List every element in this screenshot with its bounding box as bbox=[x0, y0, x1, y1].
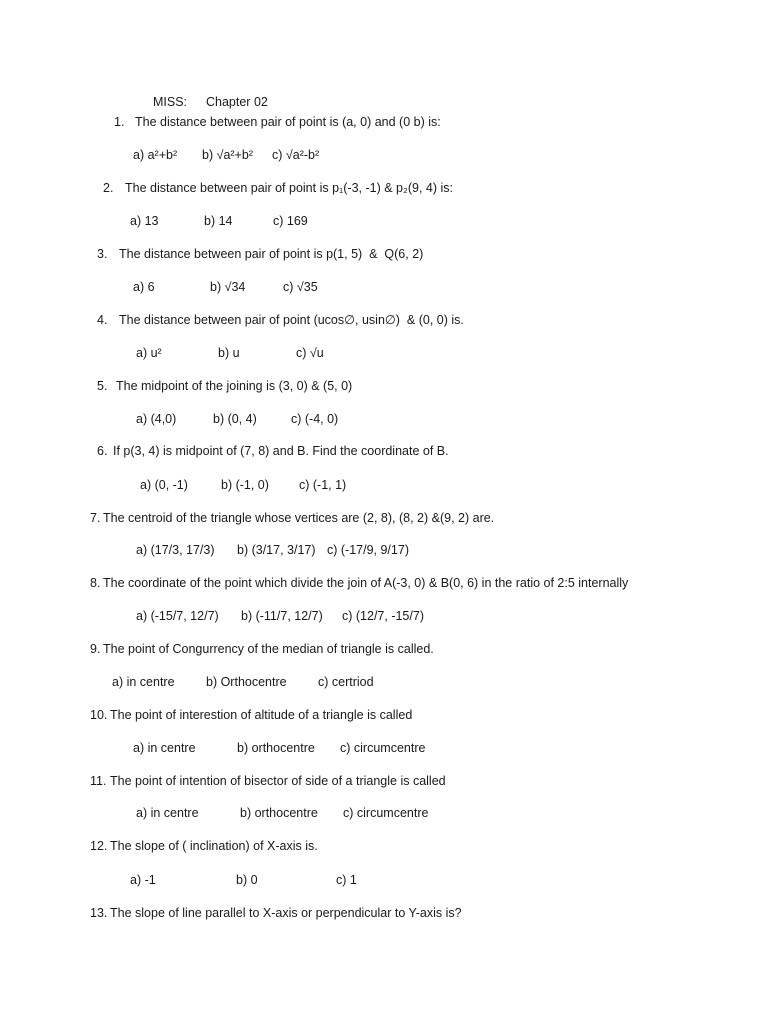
option-c: c) √a²-b² bbox=[272, 148, 320, 162]
option-b: b) (3/17, 3/17) bbox=[237, 543, 316, 557]
option-b: b) 0 bbox=[236, 873, 258, 887]
question-number: 13. bbox=[90, 906, 108, 920]
option-b: b) 14 bbox=[204, 214, 233, 228]
option-b: b) orthocentre bbox=[237, 741, 315, 755]
option-a: a) -1 bbox=[130, 873, 156, 887]
question-number: 12. bbox=[90, 839, 108, 853]
question-text: The distance between pair of point is (a, 0) and (0 b) is: bbox=[135, 115, 441, 129]
option-c: c) (-17/9, 9/17) bbox=[327, 543, 409, 557]
question-number: 10. bbox=[90, 708, 108, 722]
option-c: c) (12/7, -15/7) bbox=[342, 609, 424, 623]
question-text: The slope of line parallel to X-axis or perpendicular to Y-axis is? bbox=[110, 906, 462, 920]
option-c: c) (-4, 0) bbox=[291, 412, 339, 426]
option-c: c) 1 bbox=[336, 873, 357, 887]
option-b: b) (-1, 0) bbox=[221, 478, 269, 492]
question-text: The distance between pair of point is p(1, 5) & Q(6, 2) bbox=[119, 247, 424, 261]
question-text: The coordinate of the point which divide the join of A(-3, 0) & B(0, 6) in the ratio of 2:5 internally bbox=[103, 576, 629, 590]
header-miss: MISS: bbox=[153, 95, 188, 109]
question-text: The centroid of the triangle whose vertices are (2, 8), (8, 2) &(9, 2) are. bbox=[103, 511, 495, 525]
question-number: 3. bbox=[97, 247, 108, 261]
question-number: 9. bbox=[90, 642, 101, 656]
question-number: 2. bbox=[103, 181, 114, 195]
option-a: a) (-15/7, 12/7) bbox=[136, 609, 219, 623]
option-c: c) 169 bbox=[273, 214, 308, 228]
header-chapter: Chapter 02 bbox=[206, 95, 268, 109]
option-a: a) u² bbox=[136, 346, 162, 360]
option-a: a) in centre bbox=[112, 675, 175, 689]
option-b: b) √a²+b² bbox=[202, 148, 253, 162]
option-a: a) (0, -1) bbox=[140, 478, 188, 492]
question-text: The slope of ( inclination) of X-axis is. bbox=[110, 839, 318, 853]
option-a: a) (4,0) bbox=[136, 412, 177, 426]
question-text: The point of Congurrency of the median of triangle is called. bbox=[103, 642, 434, 656]
option-b: b) orthocentre bbox=[240, 806, 318, 820]
option-b: b) √34 bbox=[210, 280, 246, 294]
option-b: b) (0, 4) bbox=[213, 412, 257, 426]
question-text: The distance between pair of point (ucos∅, usin∅) & (0, 0) is. bbox=[119, 313, 464, 327]
question-number: 11. bbox=[90, 774, 107, 788]
option-c: c) circumcentre bbox=[340, 741, 426, 755]
option-a: a) a²+b² bbox=[133, 148, 178, 162]
question-text: The point of interestion of altitude of a triangle is called bbox=[110, 708, 413, 722]
question-text: The midpoint of the joining is (3, 0) & (5, 0) bbox=[116, 379, 353, 393]
question-number: 4. bbox=[97, 313, 108, 327]
question-text: The distance between pair of point is p₁(-3, -1) & p₂(9, 4) is: bbox=[125, 181, 453, 195]
question-number: 7. bbox=[90, 511, 101, 525]
question-number: 6. bbox=[97, 444, 108, 458]
option-a: a) (17/3, 17/3) bbox=[136, 543, 215, 557]
option-c: c) √u bbox=[296, 346, 324, 360]
option-b: b) u bbox=[218, 346, 240, 360]
question-text: The point of intention of bisector of side of a triangle is called bbox=[110, 774, 446, 788]
option-b: b) (-11/7, 12/7) bbox=[241, 609, 323, 623]
option-a: a) in centre bbox=[136, 806, 199, 820]
option-c: c) (-1, 1) bbox=[299, 478, 347, 492]
option-a: a) 6 bbox=[133, 280, 155, 294]
option-c: c) certriod bbox=[318, 675, 374, 689]
option-c: c) √35 bbox=[283, 280, 318, 294]
option-a: a) in centre bbox=[133, 741, 196, 755]
option-b: b) Orthocentre bbox=[206, 675, 287, 689]
option-c: c) circumcentre bbox=[343, 806, 429, 820]
question-number: 5. bbox=[97, 379, 108, 393]
question-number: 8. bbox=[90, 576, 101, 590]
question-text: If p(3, 4) is midpoint of (7, 8) and B. Find the coordinate of B. bbox=[113, 444, 449, 458]
option-a: a) 13 bbox=[130, 214, 159, 228]
question-number: 1. bbox=[114, 115, 125, 129]
